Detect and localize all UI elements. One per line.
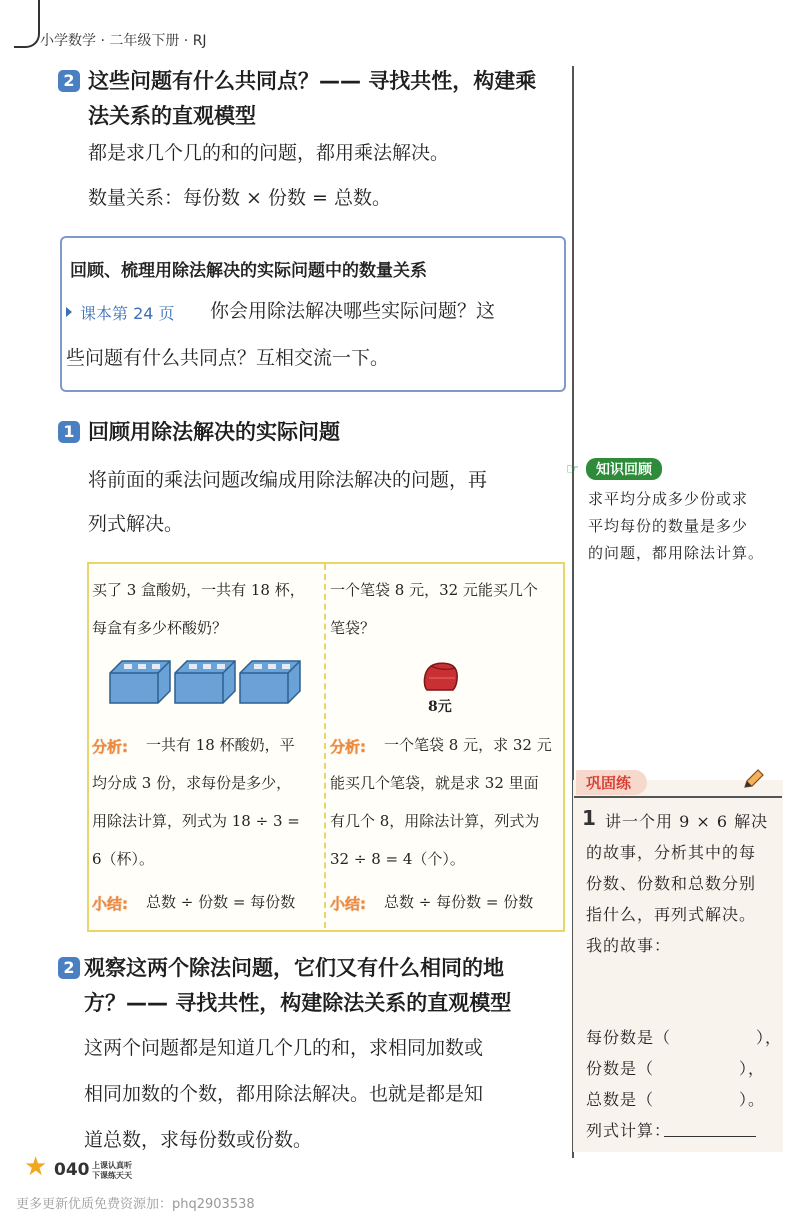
sidebar-text: 的问题，都用除法计算。 xyxy=(588,544,765,562)
header-title: 小学数学 · 二年级下册 · RJ xyxy=(40,33,207,49)
paragraph: 这两个问题都是知道几个几的和，求相同加数或 xyxy=(84,1037,484,1059)
exercise-tag: 巩固练 xyxy=(576,770,647,795)
star-icon: ★ xyxy=(24,1152,48,1182)
section-number-badge: 1 xyxy=(58,421,80,443)
analysis-text: 6（杯）。 xyxy=(92,850,155,868)
problem-text: 一个笔袋 8 元，32 元能买几个 xyxy=(330,581,538,599)
exercise-text: 的故事，分析其中的每 xyxy=(586,843,757,862)
price-label: 8元 xyxy=(428,699,452,715)
exercise-line xyxy=(574,796,782,798)
page-number: 040 xyxy=(54,1160,90,1180)
blank-per-share[interactable]: 每份数是（ ）， xyxy=(586,1028,783,1047)
pencil-case-image xyxy=(421,660,461,694)
paragraph: 都是求几个几的和的问题，都用乘法解决。 xyxy=(88,142,450,164)
header-bracket xyxy=(14,0,40,48)
page-ref-arrow-icon xyxy=(66,307,72,317)
summary-text: 总数 ÷ 份数 = 每份数 xyxy=(146,893,296,911)
paragraph-cont: 相同加数的个数，都用除法解决。也就是都是知 xyxy=(84,1083,484,1105)
textbook-page-ref[interactable]: 课本第 24 页 xyxy=(80,304,175,323)
pencil-icon xyxy=(742,768,766,790)
blank-shares[interactable]: 份数是（ ）， xyxy=(586,1059,766,1078)
summary-text: 总数 ÷ 每份数 = 份数 xyxy=(384,893,534,911)
table-divider xyxy=(324,564,326,928)
exercise-text: 讲一个用 9 × 6 解决 xyxy=(605,812,769,831)
footer-slogan: 上课认真听 xyxy=(92,1161,132,1170)
blank-total[interactable]: 总数是（ ）。 xyxy=(586,1090,766,1109)
paragraph-cont: 列式解决。 xyxy=(88,513,184,535)
exercise-number: 1 xyxy=(582,806,596,830)
yogurt-boxes-image xyxy=(108,655,304,705)
my-story-label: 我的故事： xyxy=(586,936,672,955)
hand-pointer-icon: ☞ xyxy=(566,460,580,478)
watermark-text: 更多更新优质免费资源加：phq2903538 xyxy=(16,1197,255,1212)
paragraph-cont: 道总数，求每份数或份数。 xyxy=(84,1129,313,1151)
section-title-cont: 方？—— 寻找共性，构建除法关系的直观模型 xyxy=(84,991,512,1015)
analysis-text: 能买几个笔袋，就是求 32 里面 xyxy=(330,774,539,792)
knowledge-review-tag: 知识回顾 xyxy=(586,458,662,480)
section-title: 回顾用除法解决的实际问题 xyxy=(88,420,340,444)
section-number-badge: 2 xyxy=(58,70,80,92)
section-title-cont: 法关系的直观模型 xyxy=(88,104,256,128)
problem-text-cont: 笔袋？ xyxy=(330,619,376,637)
analysis-tag: 分析: xyxy=(330,738,366,756)
problem-text-cont: 每盒有多少杯酸奶？ xyxy=(92,619,228,637)
review-box-title: 回顾、梳理用除法解决的实际问题中的数量关系 xyxy=(70,261,427,281)
sidebar-text: 平均每份的数量是多少 xyxy=(588,517,749,535)
section-number-badge: 2 xyxy=(58,957,80,979)
section-title: 这些问题有什么共同点？—— 寻找共性，构建乘 xyxy=(88,69,537,93)
analysis-text: 一共有 18 杯酸奶，平 xyxy=(146,736,295,754)
section-title: 观察这两个除法问题，它们又有什么相同的地 xyxy=(84,956,504,980)
summary-tag: 小结: xyxy=(92,895,128,913)
review-question-cont: 些问题有什么共同点？互相交流一下。 xyxy=(66,347,390,369)
formula-label: 列式计算： xyxy=(586,1121,672,1140)
sidebar-text: 求平均分成多少份或求 xyxy=(588,490,749,508)
paragraph: 将前面的乘法问题改编成用除法解决的问题，再 xyxy=(88,469,488,491)
summary-tag: 小结: xyxy=(330,895,366,913)
problem-text: 买了 3 盒酸奶，一共有 18 杯， xyxy=(92,581,305,599)
exercise-text: 指什么，再列式解决。 xyxy=(586,905,757,924)
analysis-text: 一个笔袋 8 元，求 32 元 xyxy=(384,736,552,754)
analysis-text: 均分成 3 份，求每份是多少， xyxy=(92,774,292,792)
formula-answer-line[interactable] xyxy=(664,1136,756,1137)
analysis-text: 有几个 8，用除法计算，列式为 xyxy=(330,812,540,830)
analysis-text: 32 ÷ 8 = 4（个）。 xyxy=(330,850,465,868)
analysis-text: 用除法计算，列式为 18 ÷ 3 = xyxy=(92,812,300,830)
review-question: 你会用除法解决哪些实际问题？这 xyxy=(210,300,496,322)
analysis-tag: 分析: xyxy=(92,738,128,756)
quantity-relation: 数量关系：每份数 × 份数 = 总数。 xyxy=(88,187,391,209)
footer-slogan: 下课练天天 xyxy=(92,1171,132,1180)
exercise-text: 份数、份数和总数分别 xyxy=(586,874,757,893)
